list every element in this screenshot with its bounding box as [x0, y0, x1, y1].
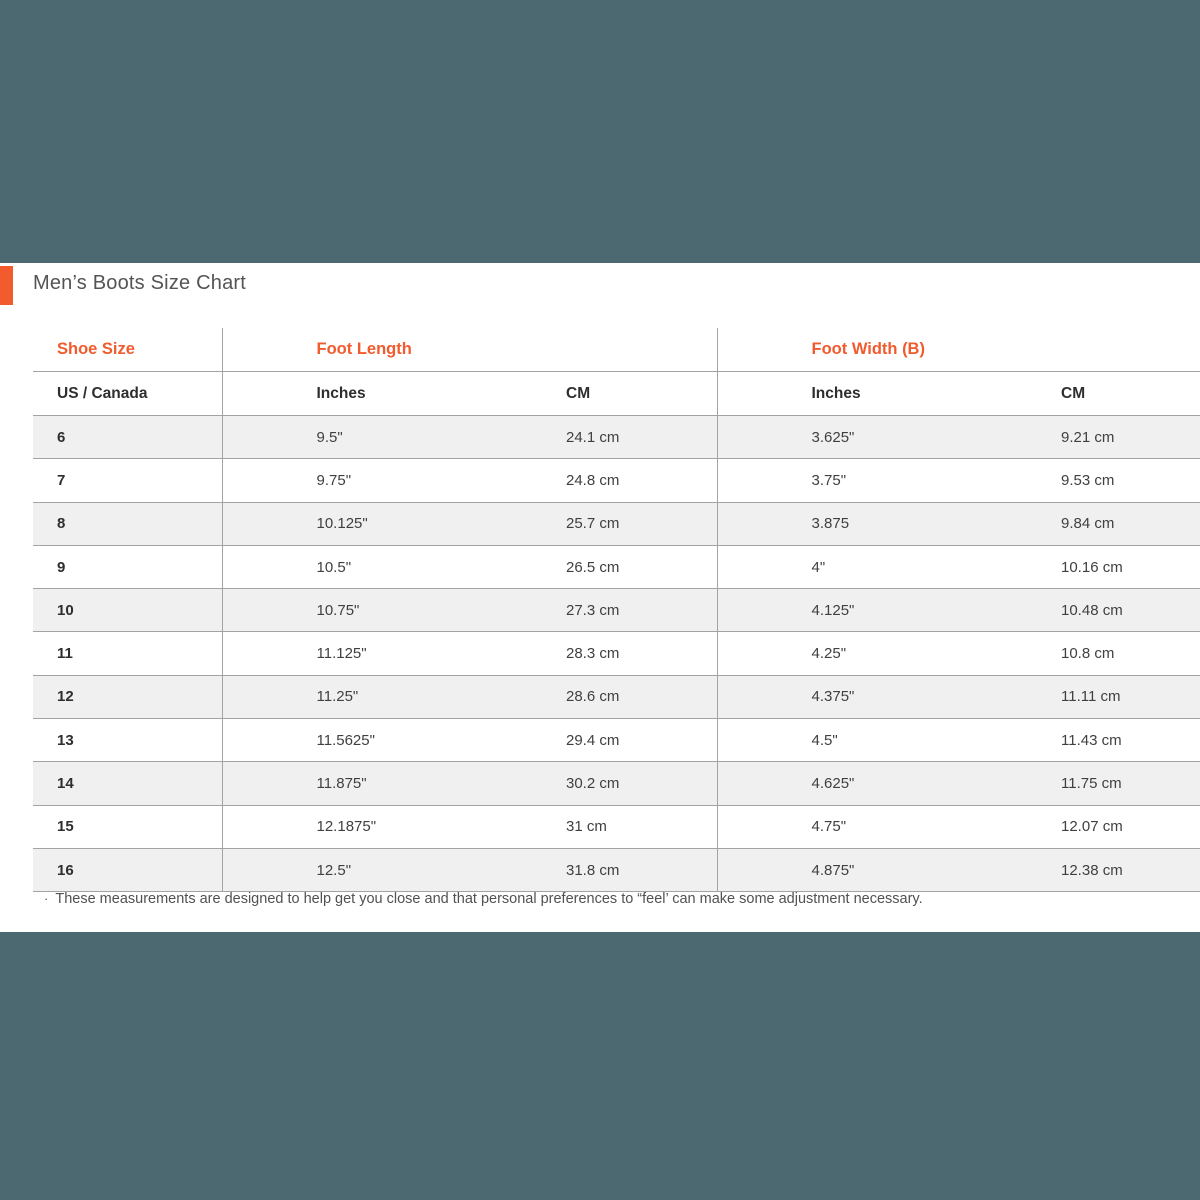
group-header-foot-length: Foot Length — [222, 328, 717, 372]
measurement-cell: 10.48 cm — [967, 589, 1200, 632]
size-chart-table — [33, 328, 1200, 892]
shoe-size-cell: 15 — [33, 805, 222, 848]
table-row — [33, 719, 1200, 762]
measurement-cell: 24.1 cm — [472, 416, 717, 459]
measurement-cell: 3.625" — [717, 416, 967, 459]
table-row — [33, 848, 1200, 891]
measurement-cell: 4.25" — [717, 632, 967, 675]
table-group-header-row — [33, 328, 1200, 372]
measurement-cell: 9.53 cm — [967, 459, 1200, 502]
footnote — [44, 891, 923, 907]
measurement-cell: 10.5" — [222, 545, 472, 588]
shoe-size-cell: 14 — [33, 762, 222, 805]
table-row — [33, 459, 1200, 502]
measurement-cell: 12.07 cm — [967, 805, 1200, 848]
shoe-size-cell: 8 — [33, 502, 222, 545]
measurement-cell: 11.875" — [222, 762, 472, 805]
table-row — [33, 502, 1200, 545]
measurement-cell: 28.6 cm — [472, 675, 717, 718]
measurement-cell: 10.125" — [222, 502, 472, 545]
table-row — [33, 545, 1200, 588]
measurement-cell: 11.5625" — [222, 719, 472, 762]
measurement-cell: 12.1875" — [222, 805, 472, 848]
measurement-cell: 11.125" — [222, 632, 472, 675]
shoe-size-cell: 9 — [33, 545, 222, 588]
measurement-cell: 4.75" — [717, 805, 967, 848]
accent-bar — [0, 266, 13, 305]
measurement-cell: 4.375" — [717, 675, 967, 718]
shoe-size-cell: 16 — [33, 848, 222, 891]
table-row — [33, 762, 1200, 805]
measurement-cell: 9.5" — [222, 416, 472, 459]
column-header-us-canada: US / Canada — [33, 372, 222, 416]
measurement-cell: 4.875" — [717, 848, 967, 891]
measurement-cell: 28.3 cm — [472, 632, 717, 675]
measurement-cell: 10.16 cm — [967, 545, 1200, 588]
table-row — [33, 632, 1200, 675]
size-chart-panel — [0, 263, 1200, 932]
measurement-cell: 25.7 cm — [472, 502, 717, 545]
footnote-text: These measurements are designed to help get you close and that personal preferences to “feel’ can make some adjustment necessary. — [55, 891, 923, 907]
shoe-size-cell: 6 — [33, 416, 222, 459]
measurement-cell: 12.38 cm — [967, 848, 1200, 891]
measurement-cell: 3.875 — [717, 502, 967, 545]
measurement-cell: 12.5" — [222, 848, 472, 891]
group-header-shoe-size: Shoe Size — [33, 328, 222, 372]
shoe-size-cell: 10 — [33, 589, 222, 632]
measurement-cell: 27.3 cm — [472, 589, 717, 632]
shoe-size-cell: 13 — [33, 719, 222, 762]
measurement-cell: 4.125" — [717, 589, 967, 632]
column-header-length-cm: CM — [472, 372, 717, 416]
measurement-cell: 11.43 cm — [967, 719, 1200, 762]
table-row — [33, 416, 1200, 459]
group-header-foot-width: Foot Width (B) — [717, 328, 1200, 372]
column-header-width-cm: CM — [967, 372, 1200, 416]
measurement-cell: 31.8 cm — [472, 848, 717, 891]
measurement-cell: 11.25" — [222, 675, 472, 718]
measurement-cell: 30.2 cm — [472, 762, 717, 805]
measurement-cell: 11.75 cm — [967, 762, 1200, 805]
column-header-width-inches: Inches — [717, 372, 967, 416]
measurement-cell: 10.8 cm — [967, 632, 1200, 675]
measurement-cell: 4.625" — [717, 762, 967, 805]
table-subheader-row — [33, 372, 1200, 416]
measurement-cell: 9.21 cm — [967, 416, 1200, 459]
table-row — [33, 805, 1200, 848]
measurement-cell: 11.11 cm — [967, 675, 1200, 718]
page-title: Men’s Boots Size Chart — [33, 272, 247, 294]
measurement-cell: 4" — [717, 545, 967, 588]
measurement-cell: 26.5 cm — [472, 545, 717, 588]
measurement-cell: 9.84 cm — [967, 502, 1200, 545]
shoe-size-cell: 11 — [33, 632, 222, 675]
shoe-size-cell: 12 — [33, 675, 222, 718]
measurement-cell: 3.75" — [717, 459, 967, 502]
measurement-cell: 24.8 cm — [472, 459, 717, 502]
measurement-cell: 4.5" — [717, 719, 967, 762]
table-row — [33, 675, 1200, 718]
measurement-cell: 10.75" — [222, 589, 472, 632]
shoe-size-cell: 7 — [33, 459, 222, 502]
column-header-length-inches: Inches — [222, 372, 472, 416]
measurement-cell: 31 cm — [472, 805, 717, 848]
table-row — [33, 589, 1200, 632]
measurement-cell: 29.4 cm — [472, 719, 717, 762]
measurement-cell: 9.75" — [222, 459, 472, 502]
bullet-glyph: · — [44, 891, 49, 906]
